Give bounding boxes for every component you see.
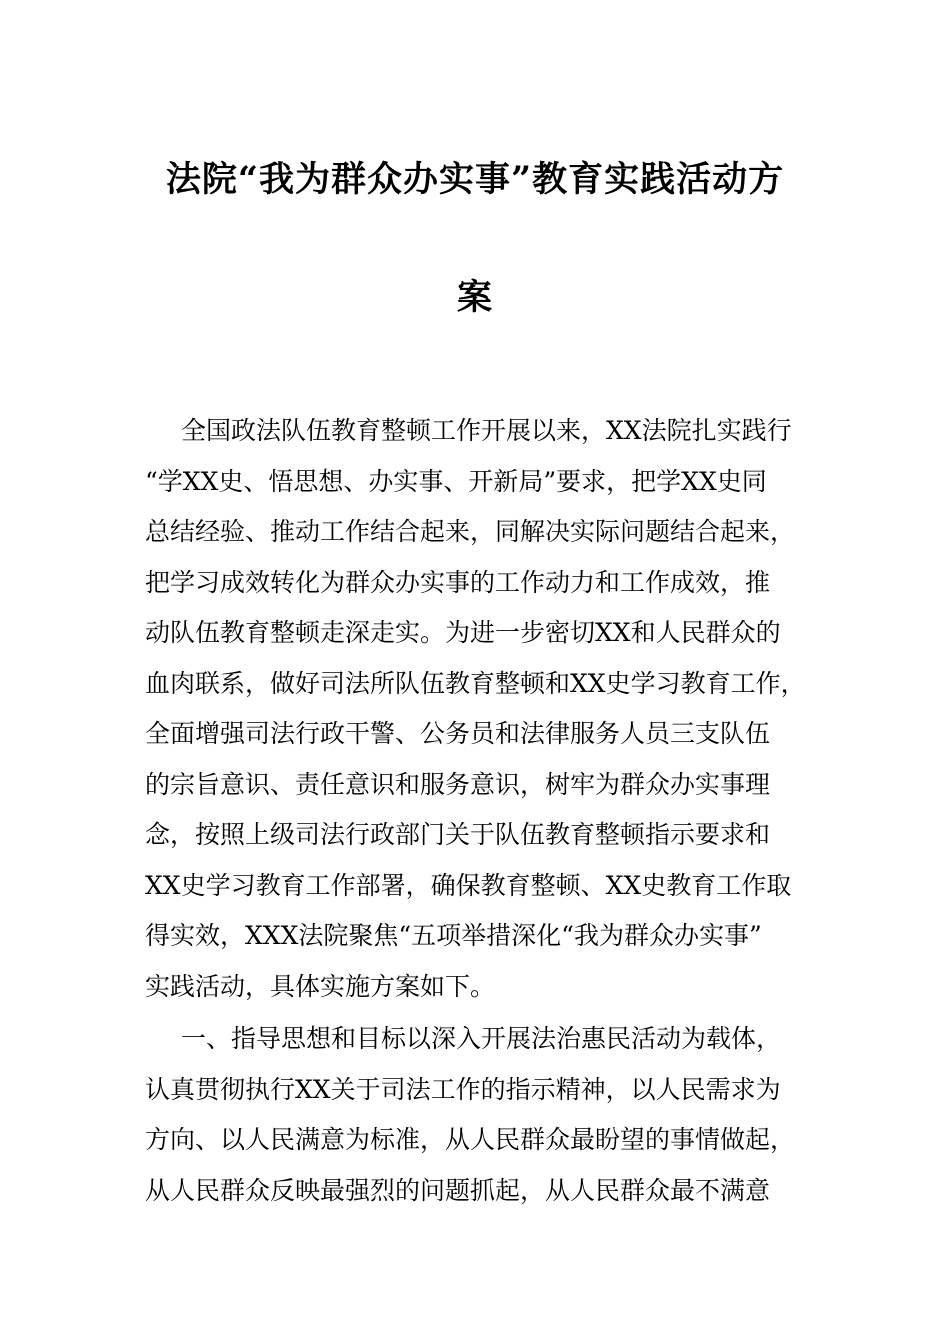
text-line: XX史学习教育工作部署，确保教育整顿、XX史教育工作取	[145, 870, 792, 900]
text-line: 方向、以人民满意为标准，从人民群众最盼望的事情做起，	[145, 1125, 796, 1154]
text-line: 念，按照上级司法行政部门关于队伍教育整顿指示要求和	[145, 820, 771, 849]
text-line: 的宗旨意识、责任意识和服务意识，树牢为群众办实事理	[145, 769, 771, 799]
text-line: 实践活动，具体实施方案如下。	[145, 971, 496, 1001]
text-line: 把学习成效转化为群众办实事的工作动力和工作成效，推	[145, 567, 771, 597]
text-line: 认真贯彻执行XX关于司法工作的指示精神，以人民需求为	[145, 1074, 781, 1104]
paragraph-intro	[145, 406, 815, 1012]
text-line: 总结经验、推动工作结合起来，同解决实际问题结合起来，	[145, 517, 796, 546]
text-line: 动队伍教育整顿走深走实。为进一步密切XX和人民群众的	[145, 618, 781, 647]
text-line: 一、指导思想和目标以深入开展法治惠民活动为载体，	[181, 1024, 782, 1053]
text-line: 从人民群众反映最强烈的问题抓起，从人民群众最不满意	[145, 1175, 771, 1205]
text-line: 血肉联系，做好司法所队伍教育整顿和XX史学习教育工作，	[145, 668, 806, 698]
text-line: 全国政法队伍教育整顿工作开展以来，XX法院扎实践行	[181, 416, 792, 445]
text-line: 全面增强司法行政干警、公务员和法律服务人员三支队伍	[145, 719, 771, 748]
paragraph-section-1	[145, 1014, 815, 1216]
document-title-line-2: 案	[456, 277, 493, 318]
text-line: “学XX史、悟思想、办实事、开新局”要求，把学XX史同	[145, 466, 767, 496]
text-line: 得实效，XXX法院聚焦“五项举措深化“我为群众办实事”	[145, 921, 762, 950]
document-title-line-1: 法院“我为群众办实事”教育实践活动方	[165, 159, 785, 200]
